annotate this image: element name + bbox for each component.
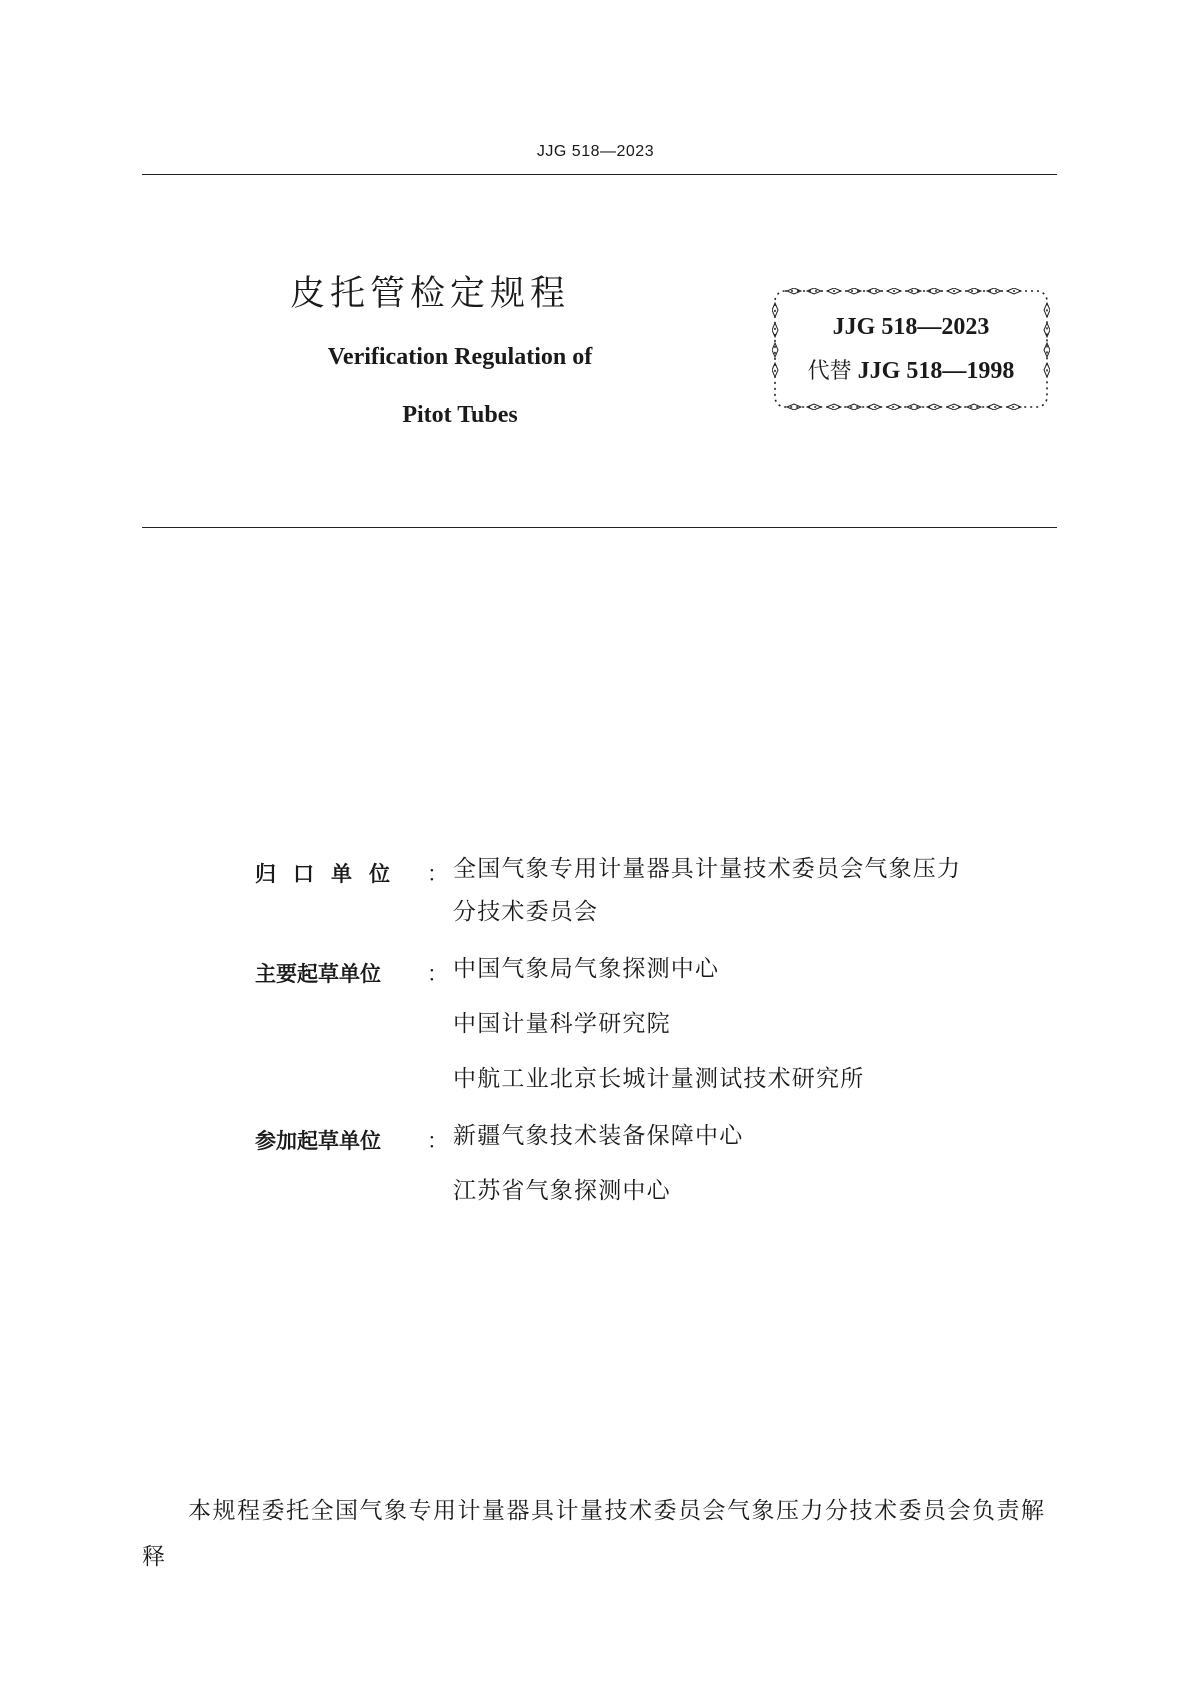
responsible-unit-value-line2: 分技术委员会 [453, 899, 599, 925]
main-drafting-unit-2: 中国计量科学研究院 [453, 1011, 671, 1037]
main-drafting-unit-3: 中航工业北京长城计量测试技术研究所 [453, 1066, 865, 1092]
participating-drafting-unit-2: 江苏省气象探测中心 [453, 1178, 671, 1204]
replaces-code: JJG 518—1998 [857, 358, 1015, 384]
title-chinese: 皮托管检定规程 [290, 274, 571, 314]
divider-rule [142, 527, 1057, 528]
title-english-line2: Pitot Tubes [402, 402, 518, 428]
replaces-prefix: 代替 [807, 359, 852, 384]
participating-drafting-unit-1: 新疆气象技术装备保障中心 [453, 1123, 744, 1149]
running-header: JJG 518—2023 [536, 143, 655, 160]
top-rule [142, 174, 1057, 175]
border-ornament [847, 404, 861, 410]
main-drafting-colon: ： [427, 962, 448, 986]
participating-drafting-colon: ： [427, 1129, 448, 1153]
responsible-unit-label: 归口单位 [255, 862, 407, 886]
title-english-line1: Verification Regulation of [327, 344, 593, 370]
responsible-unit-colon: ： [427, 862, 448, 886]
responsible-unit-value-line1: 全国气象专用计量器具计量技术委员会气象压力 [453, 856, 962, 882]
participating-drafting-label: 参加起草单位 [255, 1129, 381, 1153]
border-ornament [967, 404, 981, 410]
code-box [772, 288, 1050, 410]
main-drafting-unit-1: 中国气象局气象探测中心 [453, 956, 720, 982]
replaces-line [772, 354, 1050, 385]
interpretation-note: 本规程委托全国气象专用计量器具计量技术委员会气象压力分技术委员会负责解释 [142, 1498, 1046, 1570]
standard-code: JJG 518—2023 [832, 314, 990, 340]
border-ornament [907, 404, 921, 410]
main-drafting-label: 主要起草单位 [255, 962, 381, 986]
decorative-border [772, 288, 1050, 410]
border-ornament [787, 404, 801, 410]
